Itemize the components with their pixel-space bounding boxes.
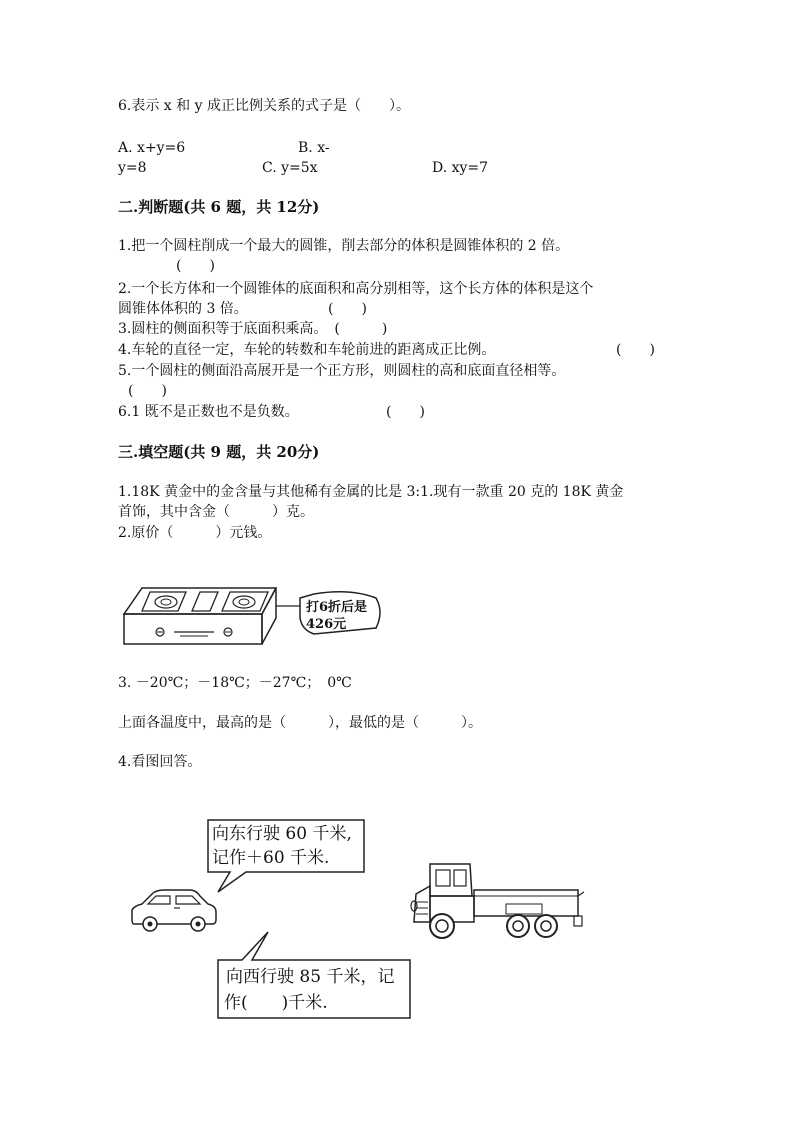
q6-option-b-part1[interactable]: B. x- [298, 140, 330, 156]
fill-q2: 2.原价（ ）元钱。 [118, 525, 272, 541]
judge-item-4-blank[interactable]: ( ) [616, 342, 655, 358]
judge-item-2-blank[interactable]: ( ) [328, 301, 367, 317]
judge-item-3: 3.圆柱的侧面积等于底面积乘高。 ( ) [118, 321, 388, 337]
fill-q1-line1: 1.18K 黄金中的金含量与其他稀有金属的比是 3:1.现有一款重 20 克的 18K 黄金 [118, 484, 624, 500]
judge-item-6: 6.1 既不是正数也不是负数。 [118, 404, 299, 420]
truck-illustration [408, 856, 588, 942]
section2-heading: 二.判断题(共 6 题，共 12分) [118, 198, 320, 216]
car-illustration [128, 888, 220, 936]
judge-item-5-blank[interactable]: ( ) [128, 383, 167, 399]
judge-item-1-blank[interactable]: ( ) [176, 258, 215, 274]
judge-item-4: 4.车轮的直径一定，车轮的转数和车轮前进的距离成正比例。 [118, 342, 496, 358]
fill-q3-question: 上面各温度中，最高的是（ ），最低的是（ ）。 [118, 715, 482, 731]
q6-option-c[interactable]: C. y=5x [262, 160, 318, 176]
section3-heading: 三.填空题(共 9 题，共 20分) [118, 443, 320, 461]
q6-stem: 6.表示 x 和 y 成正比例关系的式子是（ ）。 [118, 98, 410, 114]
judge-item-2-line2: 圆锥体体积的 3 倍。 [118, 301, 248, 317]
fill-q1-line2: 首饰，其中含金（ ）克。 [118, 504, 314, 520]
bubble-east-line2: 记作＋60 千米. [212, 848, 330, 868]
q6-option-d[interactable]: D. xy=7 [432, 160, 489, 176]
q6-option-b-part2[interactable]: y=8 [118, 160, 147, 176]
price-tag-line2: 426元 [306, 617, 347, 632]
bubble-east-line1: 向东行驶 60 千米, [212, 824, 352, 844]
fill-q4: 4.看图回答。 [118, 754, 202, 770]
q6-option-a[interactable]: A. x+y=6 [118, 140, 186, 156]
price-tag-line1: 打6折后是 [306, 600, 368, 615]
judge-item-2-line1: 2.一个长方体和一个圆锥体的底面积和高分别相等，这个长方体的体积是这个 [118, 281, 594, 297]
bubble-west-line1: 向西行驶 85 千米，记 [226, 967, 395, 987]
judge-item-5: 5.一个圆柱的侧面沿高展开是一个正方形，则圆柱的高和底面直径相等。 [118, 363, 566, 379]
stove-illustration [118, 584, 388, 648]
judge-item-1: 1.把一个圆柱削成一个最大的圆锥，削去部分的体积是圆锥体积的 2 倍。 [118, 238, 570, 254]
judge-item-6-blank[interactable]: ( ) [386, 404, 425, 420]
fill-q3-temperatures: 3. －20℃；－18℃；－27℃； 0℃ [118, 675, 352, 691]
bubble-west-line2: 作( )千米. [224, 993, 328, 1013]
